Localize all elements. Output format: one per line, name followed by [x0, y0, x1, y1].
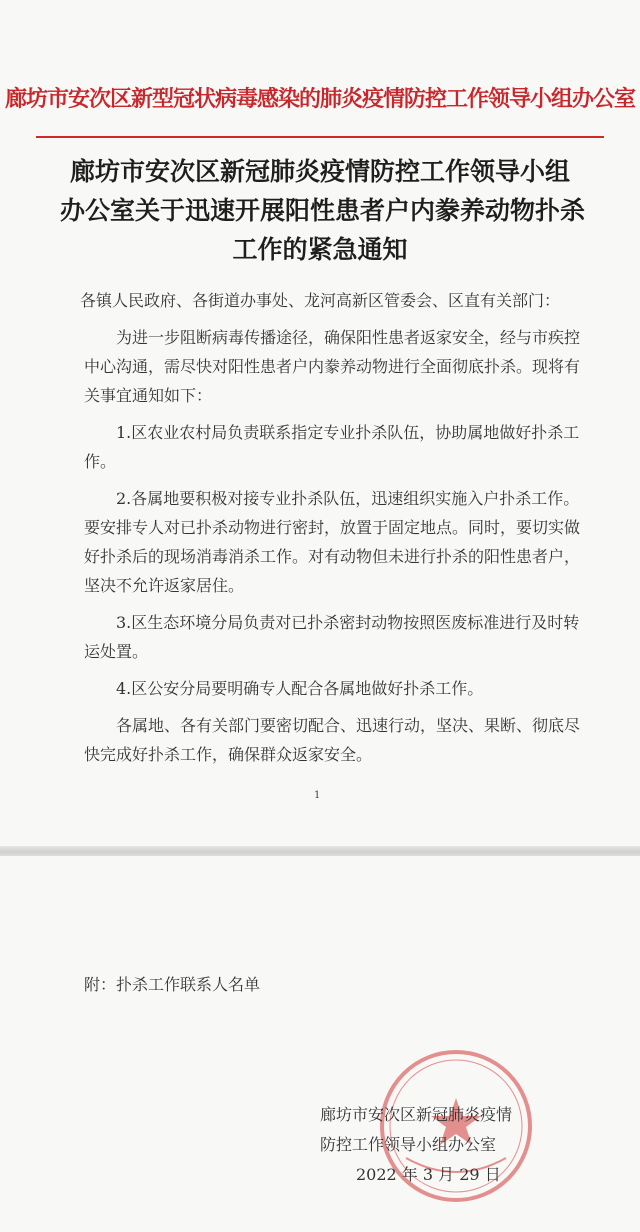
issuing-authority-header: 廊坊市安次区新型冠状病毒感染的肺炎疫情防控工作领导小组办公室 — [4, 86, 635, 112]
signature-block — [320, 1100, 560, 1190]
signature-line: 防控工作领导小组办公室 — [320, 1135, 497, 1154]
issue-date: 2022 年 3 月 29 日 — [356, 1165, 501, 1184]
body-paragraph: 4.区公安分局要明确专人配合各属地做好扑杀工作。 — [116, 679, 484, 698]
addressee: 各镇人民政府、各街道办事处、龙河高新区管委会、区直有关部门： — [80, 291, 561, 310]
body-paragraph: 2.各属地要积极对接专业扑杀队伍，迅速组织实施入户扑杀工作。要安排专人对已扑杀动物进行密封，放置于固定地点。同时，要切实做好扑杀后的现场消毒消杀工作。对有动物但未进行扑杀的阳性患者户，坚决不允许返家居住。 — [84, 489, 581, 595]
body-paragraph: 3.区生态环境分局负责对已扑杀密封动物按照医废标准进行及时转运处置。 — [84, 613, 580, 661]
page-number: 1 — [314, 790, 321, 801]
signature-line: 廊坊市安次区新冠肺炎疫情 — [320, 1105, 513, 1124]
title-line: 廊坊市安次区新冠肺炎疫情防控工作领导小组 — [69, 157, 570, 186]
body-paragraph: 1.区农业农村局负责联系指定专业扑杀队伍，协助属地做好扑杀工作。 — [84, 423, 580, 471]
title-line: 办公室关于迅速开展阳性患者户内豢养动物扑杀 — [60, 196, 586, 225]
body-paragraph: 为进一步阻断病毒传播途径，确保阳性患者返家安全，经与市疾控中心沟通，需尽快对阳性患者户内豢养动物进行全面彻底扑杀。现将有关事宜通知如下： — [84, 328, 581, 405]
notice-body — [80, 286, 584, 777]
title-line: 工作的紧急通知 — [232, 235, 408, 264]
red-divider-line — [36, 136, 604, 138]
notice-title — [60, 152, 586, 269]
attachment-line: 附：扑杀工作联系人名单 — [84, 975, 261, 994]
body-paragraph: 各属地、各有关部门要密切配合、迅速行动，坚决、果断、彻底尽快完成好扑杀工作，确保群众返家安全。 — [84, 716, 581, 764]
